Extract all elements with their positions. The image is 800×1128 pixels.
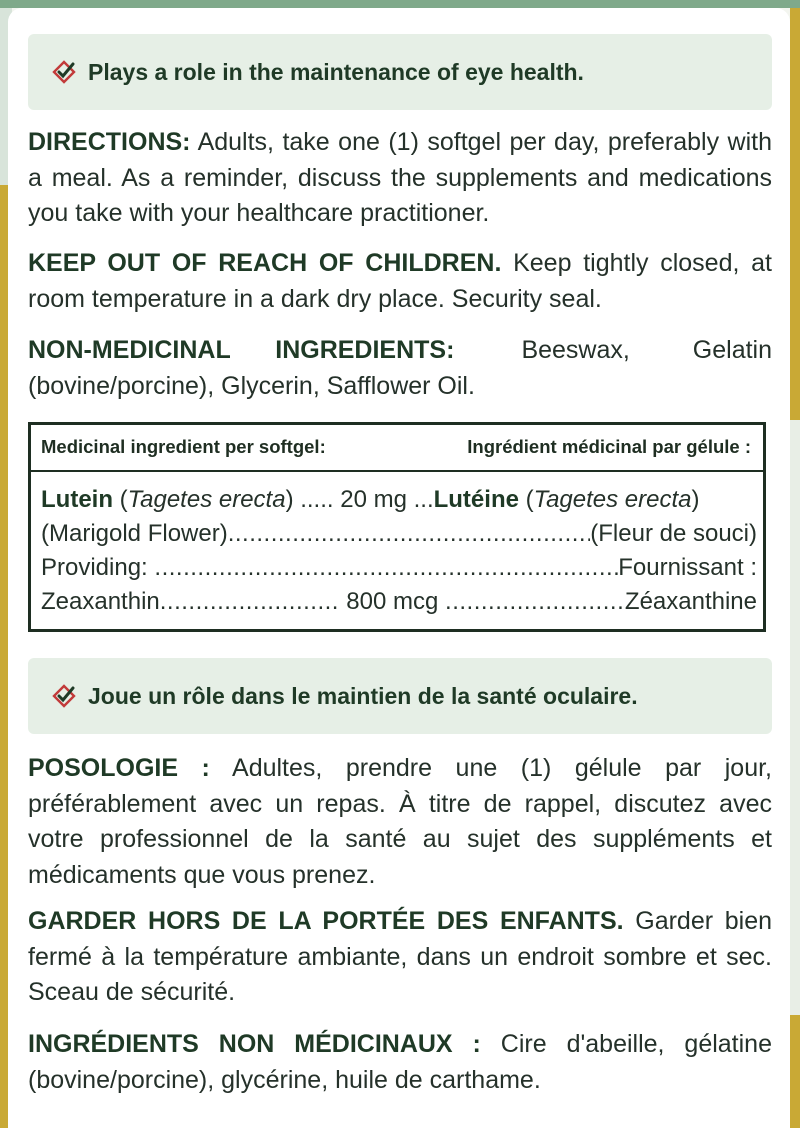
table-header-fr: Ingrédient médicinal par gélule : — [467, 436, 751, 457]
medicinal-ingredient-table — [28, 422, 766, 632]
zeaxanthin-amount: 800 mcg — [346, 588, 439, 615]
check-diamond-icon — [50, 682, 78, 710]
table-row — [41, 551, 757, 585]
table-row — [41, 517, 757, 551]
garder-paragraph — [28, 904, 772, 1011]
lutein-name-en: Lutein — [41, 486, 113, 513]
check-diamond-icon — [50, 58, 78, 86]
claim-text-en: Plays a role in the maintenance of eye health. — [88, 58, 584, 85]
inm-text: Cire d'abeille, gélatine (bovine/porcine), glycérine, huile de carthame. — [28, 1030, 772, 1094]
top-strip — [0, 0, 800, 8]
zeaxanthin-en: Zeaxanthin — [41, 588, 160, 615]
table-header — [31, 425, 763, 472]
directions-paragraph — [28, 125, 772, 232]
inm-label: INGRÉDIENTS NON MÉDICINAUX : — [28, 1030, 481, 1058]
garder-label: GARDER HORS DE LA PORTÉE DES ENFANTS. — [28, 907, 624, 935]
providing-en: Providing: — [41, 554, 148, 581]
lutein-name-fr: Lutéine — [433, 486, 519, 513]
directions-text: Adults, take one (1) softgel per day, preferably with a meal. As a reminder, discuss the supplements and medications you take with your healthcare practitioner. — [28, 128, 772, 227]
claim-banner-fr — [28, 658, 772, 734]
claim-text-fr: Joue un rôle dans le maintien de la santé oculaire. — [88, 682, 638, 709]
lutein-source-en: Tagetes erecta — [127, 486, 286, 513]
gold-border-right — [790, 0, 800, 1128]
non-medicinal-paragraph: NON-MEDICINAL INGREDIENTS: Beeswax, Gelatin (bovine/porcine), Glycerin, Safflower Oil. — [28, 333, 772, 404]
posologie-text: Adultes, prendre une (1) gélule par jour, préférablement avec un repas. À titre de rappel, discutez avec votre professionnel de la santé au sujet des suppléments et médicaments que vous prenez. — [28, 754, 772, 889]
keep-out-label: KEEP OUT OF REACH OF CHILDREN. — [28, 249, 502, 277]
marigold-en: (Marigold Flower) — [41, 520, 228, 547]
table-row: Lutein ( Tagetes erecta ) ..... 20 mg ... Lutéine ( Tagetes erecta ) — [41, 483, 757, 517]
keep-out-paragraph — [28, 246, 772, 317]
keep-out-text: Keep tightly closed, at room temperature in a dark dry place. Security seal. — [28, 249, 772, 313]
ingredients-non-medicinaux-paragraph — [28, 1027, 772, 1098]
posologie-paragraph — [28, 751, 772, 893]
table-row — [41, 585, 757, 619]
claim-banner-en — [28, 34, 772, 110]
lutein-source-fr: Tagetes erecta — [533, 486, 692, 513]
directions-label: DIRECTIONS: — [28, 128, 191, 156]
non-medicinal-label: NON-MEDICINAL INGREDIENTS: — [28, 336, 455, 364]
table-header-en: Medicinal ingredient per softgel: — [41, 436, 326, 457]
garder-text: Garder bien fermé à la température ambiante, dans un endroit sombre et sec. Sceau de sécurité. — [28, 907, 773, 1006]
zeaxanthin-fr: Zéaxanthine — [624, 588, 757, 615]
lutein-amount: 20 mg — [340, 486, 407, 513]
marigold-fr: (Fleur de souci) — [590, 520, 757, 547]
posologie-label: POSOLOGIE : — [28, 754, 210, 782]
providing-fr: Fournissant : — [618, 554, 757, 581]
